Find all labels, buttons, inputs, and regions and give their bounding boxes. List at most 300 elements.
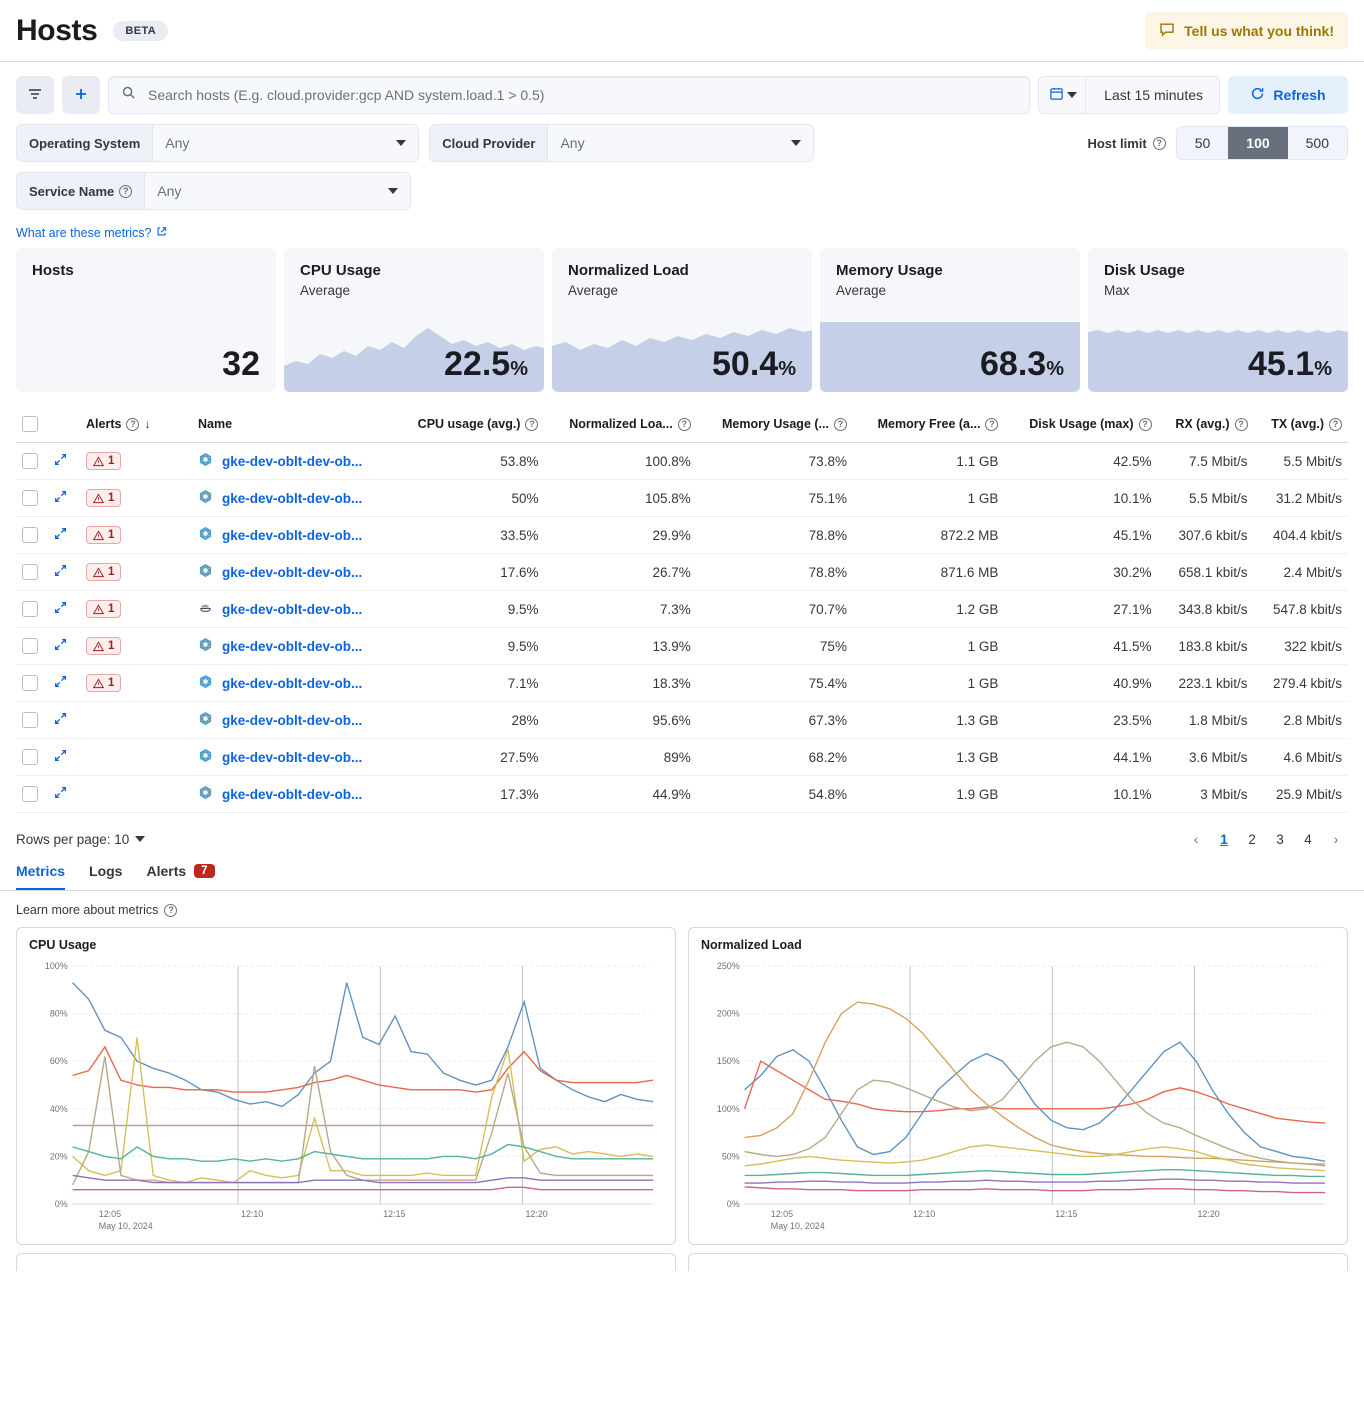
- alert-badge[interactable]: 1: [86, 600, 121, 618]
- refresh-button[interactable]: [1228, 76, 1348, 114]
- row-rx: 3 Mbit/s: [1158, 776, 1254, 813]
- row-checkbox-cell: [16, 443, 48, 480]
- kubernetes-icon: [198, 489, 213, 507]
- row-memory-free: 871.6 MB: [853, 554, 1004, 591]
- row-name-cell: [192, 554, 393, 591]
- row-checkbox[interactable]: [22, 527, 38, 543]
- row-cpu: 7.1%: [393, 665, 544, 702]
- svg-text:150%: 150%: [716, 1056, 740, 1067]
- filter-cloud-provider[interactable]: [429, 124, 814, 162]
- svg-text:40%: 40%: [49, 1103, 68, 1114]
- date-picker[interactable]: [1038, 76, 1220, 114]
- col-tx[interactable]: TX (avg.) ?: [1254, 408, 1349, 443]
- kpi-value: 32: [222, 345, 260, 383]
- row-checkbox-cell: [16, 480, 48, 517]
- page-4[interactable]: 4: [1304, 831, 1312, 847]
- search-bar[interactable]: [108, 76, 1030, 114]
- host-link[interactable]: gke-dev-oblt-dev-ob...: [222, 638, 363, 654]
- refresh-label: Refresh: [1273, 87, 1326, 103]
- kpi-subtitle: Max: [1104, 283, 1130, 298]
- controls-section: [0, 62, 1364, 240]
- filter-icon: [27, 86, 43, 105]
- row-alerts-cell: [80, 739, 192, 776]
- chevron-down-icon: [1067, 92, 1077, 98]
- row-memory: 67.3%: [697, 702, 853, 739]
- plus-icon: [73, 86, 89, 105]
- row-load: 26.7%: [544, 554, 696, 591]
- table-row: [16, 480, 1348, 517]
- row-rx: 3.6 Mbit/s: [1158, 739, 1254, 776]
- next-page-button[interactable]: ›: [1333, 831, 1339, 847]
- pagination-row: [0, 813, 1364, 851]
- table-row: [16, 628, 1348, 665]
- feedback-button[interactable]: [1145, 12, 1348, 49]
- host-link[interactable]: gke-dev-oblt-dev-ob...: [222, 490, 363, 506]
- help-icon[interactable]: ?: [119, 185, 132, 198]
- row-alerts-cell: [80, 517, 192, 554]
- help-icon[interactable]: ?: [164, 904, 177, 917]
- row-checkbox-cell: [16, 702, 48, 739]
- row-memory: 73.8%: [697, 443, 853, 480]
- row-rx: 183.8 kbit/s: [1158, 628, 1254, 665]
- tab-bar: [0, 851, 1364, 891]
- svg-text:200%: 200%: [716, 1008, 740, 1019]
- help-icon[interactable]: ?: [678, 418, 691, 431]
- table-body: [16, 443, 1348, 813]
- learn-more-metrics[interactable]: Learn more about metrics ?: [0, 891, 1364, 917]
- table-row: [16, 702, 1348, 739]
- svg-text:60%: 60%: [49, 1056, 68, 1067]
- svg-text:12:15: 12:15: [1055, 1208, 1078, 1220]
- filter-label: Cloud Provider: [430, 125, 548, 161]
- filter-selected-value: Any: [157, 183, 182, 199]
- chart-title: CPU Usage: [29, 938, 97, 952]
- table-row: [16, 517, 1348, 554]
- host-limit-options[interactable]: [1176, 126, 1348, 160]
- help-icon[interactable]: ?: [985, 418, 998, 431]
- row-rx: 7.5 Mbit/s: [1158, 443, 1254, 480]
- charts-row: [0, 917, 1364, 1245]
- feedback-label: Tell us what you think!: [1184, 22, 1334, 39]
- row-load: 7.3%: [544, 591, 696, 628]
- row-memory: 54.8%: [697, 776, 853, 813]
- row-disk: 23.5%: [1004, 702, 1157, 739]
- search-input[interactable]: [146, 86, 1017, 104]
- row-rx: 5.5 Mbit/s: [1158, 480, 1254, 517]
- expand-icon[interactable]: [54, 639, 67, 654]
- row-tx: 2.4 Mbit/s: [1254, 554, 1349, 591]
- svg-text:12:15: 12:15: [383, 1208, 406, 1220]
- row-checkbox[interactable]: [22, 601, 38, 617]
- svg-text:12:05: 12:05: [98, 1208, 122, 1220]
- host-link[interactable]: gke-dev-oblt-dev-ob...: [222, 786, 363, 802]
- kubernetes-icon: [198, 711, 213, 729]
- row-alerts-cell: [80, 776, 192, 813]
- host-link[interactable]: gke-dev-oblt-dev-ob...: [222, 675, 363, 691]
- svg-text:100%: 100%: [44, 960, 68, 972]
- row-name-cell: [192, 480, 393, 517]
- row-name-cell: [192, 702, 393, 739]
- beta-badge: BETA: [113, 21, 168, 41]
- row-name-cell: [192, 517, 393, 554]
- chevron-down-icon: [388, 188, 398, 194]
- kpi-cpu-usage: [284, 248, 544, 392]
- filter-icon-button[interactable]: [16, 76, 54, 114]
- chevron-down-icon: [135, 836, 145, 842]
- container-icon: [198, 600, 213, 618]
- host-link[interactable]: gke-dev-oblt-dev-ob...: [222, 601, 363, 617]
- row-checkbox[interactable]: [22, 564, 38, 580]
- row-alerts-cell: [80, 480, 192, 517]
- kubernetes-icon: [198, 674, 213, 692]
- host-link[interactable]: gke-dev-oblt-dev-ob...: [222, 749, 363, 765]
- expand-icon[interactable]: [54, 565, 67, 580]
- col-cpu-usage[interactable]: CPU usage (avg.) ?: [393, 408, 544, 443]
- filter-row-1: [16, 124, 1348, 162]
- row-name-cell: [192, 443, 393, 480]
- filter-row-2: [16, 172, 1348, 210]
- row-checkbox-cell: [16, 628, 48, 665]
- row-checkbox[interactable]: [22, 490, 38, 506]
- alert-badge[interactable]: 1: [86, 637, 121, 655]
- kubernetes-icon: [198, 637, 213, 655]
- prev-page-button[interactable]: ‹: [1193, 831, 1199, 847]
- external-link-icon: [156, 226, 167, 240]
- kpi-title: Normalized Load: [568, 262, 689, 279]
- row-disk: 42.5%: [1004, 443, 1157, 480]
- table-row: [16, 443, 1348, 480]
- page-1[interactable]: 1: [1220, 831, 1228, 847]
- row-cpu: 28%: [393, 702, 544, 739]
- row-name-cell: [192, 739, 393, 776]
- row-tx: 31.2 Mbit/s: [1254, 480, 1349, 517]
- row-expand-cell: [48, 443, 80, 480]
- kubernetes-icon: [198, 452, 213, 470]
- row-memory: 75.4%: [697, 665, 853, 702]
- chevron-down-icon: [791, 140, 801, 146]
- row-load: 105.8%: [544, 480, 696, 517]
- add-filter-button[interactable]: [62, 76, 100, 114]
- expand-header: [48, 408, 80, 443]
- row-alerts-cell: [80, 443, 192, 480]
- date-range-value[interactable]: Last 15 minutes: [1104, 87, 1203, 103]
- row-cpu: 9.5%: [393, 591, 544, 628]
- filter-operating-system[interactable]: [16, 124, 419, 162]
- row-memory-free: 1 GB: [853, 665, 1004, 702]
- alert-badge[interactable]: 1: [86, 489, 121, 507]
- row-alerts-cell: [80, 702, 192, 739]
- row-rx: 343.8 kbit/s: [1158, 591, 1254, 628]
- svg-text:20%: 20%: [49, 1151, 68, 1162]
- kpi-value: 45.1%: [1248, 345, 1332, 383]
- hosts-table-wrap: [0, 408, 1364, 813]
- kpi-value: 68.3%: [980, 345, 1064, 383]
- host-limit-50[interactable]: 50: [1194, 135, 1211, 151]
- row-disk: 44.1%: [1004, 739, 1157, 776]
- host-link[interactable]: gke-dev-oblt-dev-ob...: [222, 712, 363, 728]
- alert-badge[interactable]: 1: [86, 526, 121, 544]
- row-checkbox[interactable]: [22, 453, 38, 469]
- select-all-checkbox[interactable]: [22, 416, 38, 432]
- row-memory: 68.2%: [697, 739, 853, 776]
- sort-desc-icon: ↓: [144, 417, 151, 431]
- row-cpu: 33.5%: [393, 517, 544, 554]
- row-alerts-cell: [80, 591, 192, 628]
- table-row: [16, 665, 1348, 702]
- filter-selected-value: Any: [560, 135, 585, 151]
- kpi-cards: [0, 248, 1364, 392]
- expand-icon[interactable]: [54, 787, 67, 802]
- table-row: [16, 554, 1348, 591]
- alerts-count-badge: 7: [194, 864, 214, 878]
- row-expand-cell: [48, 554, 80, 591]
- row-expand-cell: [48, 591, 80, 628]
- kpi-normalized-load: [552, 248, 812, 392]
- chart-cpu-usage: [16, 927, 676, 1245]
- select-all-header: [16, 408, 48, 443]
- row-tx: 547.8 kbit/s: [1254, 591, 1349, 628]
- rows-per-page-selector[interactable]: Rows per page: 10: [16, 832, 145, 847]
- row-expand-cell: [48, 517, 80, 554]
- svg-text:12:05: 12:05: [770, 1208, 794, 1220]
- host-link[interactable]: gke-dev-oblt-dev-ob...: [222, 527, 363, 543]
- row-name-cell: [192, 591, 393, 628]
- help-icon[interactable]: ?: [834, 418, 847, 431]
- col-normalized-load[interactable]: Normalized Loa... ?: [544, 408, 696, 443]
- row-memory-free: 1.2 GB: [853, 591, 1004, 628]
- chevron-down-icon: [396, 140, 406, 146]
- kpi-hosts: [16, 248, 276, 392]
- expand-icon[interactable]: [54, 491, 67, 506]
- row-expand-cell: [48, 480, 80, 517]
- row-memory: 70.7%: [697, 591, 853, 628]
- row-memory: 78.8%: [697, 517, 853, 554]
- chart-normalized-load: [688, 927, 1348, 1245]
- svg-text:12:10: 12:10: [241, 1208, 264, 1220]
- host-link[interactable]: gke-dev-oblt-dev-ob...: [222, 453, 363, 469]
- table-row: [16, 591, 1348, 628]
- row-alerts-cell: [80, 628, 192, 665]
- row-load: 89%: [544, 739, 696, 776]
- kpi-disk-usage: [1088, 248, 1348, 392]
- col-disk-usage[interactable]: Disk Usage (max) ?: [1004, 408, 1157, 443]
- help-icon[interactable]: ?: [126, 418, 139, 431]
- chart-placeholder-right: [688, 1253, 1348, 1271]
- row-alerts-cell: [80, 665, 192, 702]
- help-icon[interactable]: ?: [1329, 418, 1342, 431]
- filter-service-name[interactable]: [16, 172, 411, 210]
- tab-logs[interactable]: Logs: [89, 863, 123, 879]
- row-disk: 10.1%: [1004, 480, 1157, 517]
- row-disk: 41.5%: [1004, 628, 1157, 665]
- kpi-title: Disk Usage: [1104, 262, 1185, 279]
- row-alerts-cell: [80, 554, 192, 591]
- row-expand-cell: [48, 665, 80, 702]
- row-rx: 1.8 Mbit/s: [1158, 702, 1254, 739]
- filter-value[interactable]: [548, 125, 813, 161]
- kubernetes-icon: [198, 785, 213, 803]
- kpi-value: 22.5%: [444, 345, 528, 383]
- svg-text:50%: 50%: [721, 1151, 740, 1162]
- filter-selected-value: Any: [165, 135, 190, 151]
- row-load: 29.9%: [544, 517, 696, 554]
- chart-canvas: [701, 956, 1335, 1244]
- row-memory-free: 1.1 GB: [853, 443, 1004, 480]
- col-rx[interactable]: RX (avg.) ?: [1158, 408, 1254, 443]
- row-memory-free: 1.3 GB: [853, 702, 1004, 739]
- row-expand-cell: [48, 628, 80, 665]
- row-memory-free: 872.2 MB: [853, 517, 1004, 554]
- svg-text:12:20: 12:20: [1197, 1208, 1220, 1220]
- row-checkbox-cell: [16, 517, 48, 554]
- page-3[interactable]: 3: [1276, 831, 1284, 847]
- help-icon[interactable]: ?: [525, 418, 538, 431]
- row-checkbox[interactable]: [22, 749, 38, 765]
- col-memory-free[interactable]: Memory Free (a... ?: [853, 408, 1004, 443]
- col-memory-usage[interactable]: Memory Usage (... ?: [697, 408, 853, 443]
- row-checkbox-cell: [16, 739, 48, 776]
- expand-icon[interactable]: [54, 750, 67, 765]
- calendar-icon: [1049, 86, 1064, 104]
- help-icon[interactable]: ?: [1235, 418, 1248, 431]
- expand-icon[interactable]: [54, 528, 67, 543]
- row-tx: 404.4 kbit/s: [1254, 517, 1349, 554]
- charts-row-next: [0, 1245, 1364, 1271]
- comment-icon: [1159, 21, 1175, 40]
- svg-text:12:10: 12:10: [913, 1208, 936, 1220]
- hosts-table: [16, 408, 1348, 813]
- row-cpu: 17.3%: [393, 776, 544, 813]
- filter-label: Operating System: [17, 125, 153, 161]
- page-2[interactable]: 2: [1248, 831, 1256, 847]
- expand-icon[interactable]: [54, 676, 67, 691]
- row-tx: 2.8 Mbit/s: [1254, 702, 1349, 739]
- row-disk: 27.1%: [1004, 591, 1157, 628]
- svg-text:100%: 100%: [716, 1103, 740, 1114]
- svg-text:0%: 0%: [54, 1198, 68, 1210]
- page-title: Hosts: [16, 13, 98, 47]
- kpi-subtitle: Average: [568, 283, 619, 298]
- table-header: [16, 408, 1348, 443]
- row-tx: 4.6 Mbit/s: [1254, 739, 1349, 776]
- expand-icon[interactable]: [54, 713, 67, 728]
- pager: [1184, 827, 1348, 851]
- chart-title: Normalized Load: [701, 938, 802, 952]
- row-checkbox[interactable]: [22, 786, 38, 802]
- table-row: [16, 739, 1348, 776]
- row-memory-free: 1 GB: [853, 628, 1004, 665]
- help-icon[interactable]: ?: [1139, 418, 1152, 431]
- what-are-these-metrics-link[interactable]: What are these metrics?: [16, 226, 1348, 240]
- row-rx: 307.6 kbit/s: [1158, 517, 1254, 554]
- row-tx: 279.4 kbit/s: [1254, 665, 1349, 702]
- row-load: 95.6%: [544, 702, 696, 739]
- svg-text:250%: 250%: [716, 960, 740, 972]
- kpi-subtitle: Average: [300, 283, 351, 298]
- row-memory-free: 1 GB: [853, 480, 1004, 517]
- tab-metrics[interactable]: Metrics: [16, 863, 65, 890]
- row-memory-free: 1.3 GB: [853, 739, 1004, 776]
- host-limit-100[interactable]: 100: [1228, 127, 1287, 159]
- row-rx: 223.1 kbit/s: [1158, 665, 1254, 702]
- row-checkbox[interactable]: [22, 675, 38, 691]
- kpi-value: 50.4%: [712, 345, 796, 383]
- host-limit-control: [1087, 126, 1348, 160]
- col-name[interactable]: Name: [192, 408, 393, 443]
- row-name-cell: [192, 628, 393, 665]
- row-cpu: 17.6%: [393, 554, 544, 591]
- svg-text:May 10, 2024: May 10, 2024: [98, 1220, 153, 1232]
- row-checkbox-cell: [16, 554, 48, 591]
- row-checkbox-cell: [16, 776, 48, 813]
- tab-alerts[interactable]: Alerts 7: [146, 863, 214, 890]
- kpi-subtitle: Average: [836, 283, 887, 298]
- row-name-cell: [192, 665, 393, 702]
- filter-value[interactable]: [153, 125, 418, 161]
- kubernetes-icon: [198, 526, 213, 544]
- search-row: [16, 76, 1348, 114]
- row-load: 13.9%: [544, 628, 696, 665]
- row-tx: 25.9 Mbit/s: [1254, 776, 1349, 813]
- row-checkbox[interactable]: [22, 712, 38, 728]
- page-header: [0, 0, 1364, 62]
- row-checkbox-cell: [16, 665, 48, 702]
- calendar-dropdown[interactable]: [1049, 77, 1086, 113]
- row-cpu: 9.5%: [393, 628, 544, 665]
- chart-placeholder-left: [16, 1253, 676, 1271]
- filter-value[interactable]: [145, 173, 410, 209]
- row-expand-cell: [48, 702, 80, 739]
- expand-icon[interactable]: [54, 454, 67, 469]
- row-memory: 75.1%: [697, 480, 853, 517]
- row-expand-cell: [48, 739, 80, 776]
- kpi-title: Hosts: [32, 262, 74, 279]
- chart-canvas: [29, 956, 663, 1244]
- col-alerts[interactable]: Alerts ? ↓: [80, 408, 192, 443]
- row-disk: 40.9%: [1004, 665, 1157, 702]
- host-limit-500[interactable]: 500: [1305, 135, 1329, 151]
- alert-badge[interactable]: 1: [86, 563, 121, 581]
- alert-badge[interactable]: 1: [86, 452, 121, 470]
- row-checkbox[interactable]: [22, 638, 38, 654]
- help-icon[interactable]: ?: [1153, 137, 1166, 150]
- row-disk: 30.2%: [1004, 554, 1157, 591]
- row-load: 44.9%: [544, 776, 696, 813]
- alert-badge[interactable]: 1: [86, 674, 121, 692]
- host-link[interactable]: gke-dev-oblt-dev-ob...: [222, 564, 363, 580]
- row-disk: 45.1%: [1004, 517, 1157, 554]
- row-tx: 322 kbit/s: [1254, 628, 1349, 665]
- kubernetes-icon: [198, 748, 213, 766]
- row-memory: 75%: [697, 628, 853, 665]
- row-cpu: 27.5%: [393, 739, 544, 776]
- row-checkbox-cell: [16, 591, 48, 628]
- row-memory-free: 1.9 GB: [853, 776, 1004, 813]
- expand-icon[interactable]: [54, 602, 67, 617]
- row-cpu: 53.8%: [393, 443, 544, 480]
- row-memory: 78.8%: [697, 554, 853, 591]
- row-cpu: 50%: [393, 480, 544, 517]
- kubernetes-icon: [198, 563, 213, 581]
- filter-label: Service Name ?: [17, 173, 145, 209]
- table-row: [16, 776, 1348, 813]
- svg-text:80%: 80%: [49, 1008, 68, 1019]
- row-rx: 658.1 kbit/s: [1158, 554, 1254, 591]
- row-name-cell: [192, 776, 393, 813]
- row-disk: 10.1%: [1004, 776, 1157, 813]
- kpi-title: CPU Usage: [300, 262, 381, 279]
- row-tx: 5.5 Mbit/s: [1254, 443, 1349, 480]
